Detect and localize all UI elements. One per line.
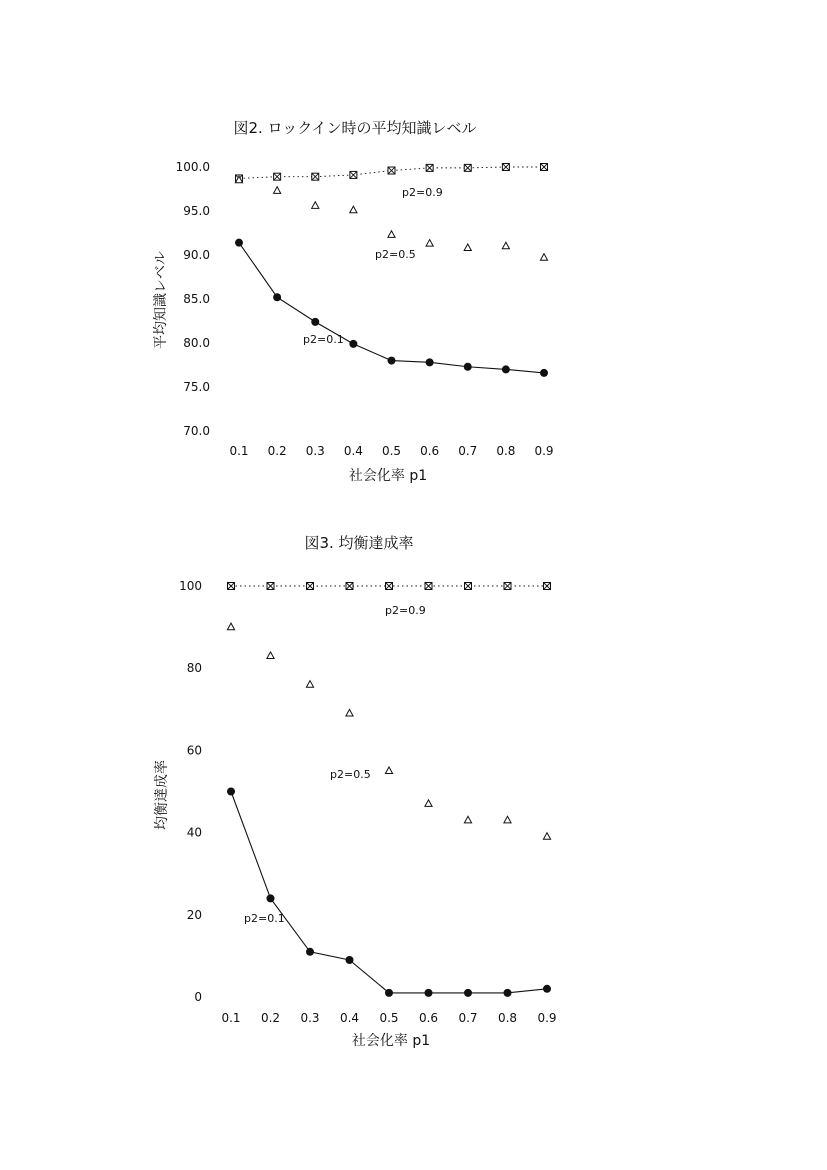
chart-1-x-tick-label: 0.8 — [496, 444, 516, 458]
chart-2-x-tick-label: 0.9 — [537, 1011, 557, 1025]
chart-2-y-ticks — [179, 579, 202, 1004]
chart-1-series-p201-point — [349, 340, 357, 348]
chart-2-x-tick-label: 0.4 — [339, 1011, 360, 1025]
chart-1-series-p201-point — [311, 318, 319, 326]
chart-1-series-p201-point — [235, 239, 243, 247]
chart-2-y-tick-label: 60 — [186, 743, 202, 758]
chart-1-label-p2-01: p2=0.1 — [303, 333, 344, 346]
chart-2-y-tick-label: 40 — [186, 825, 202, 840]
chart-2-series-p205-point — [267, 652, 274, 659]
chart-2-xlabel: 社会化率 p1 — [351, 1033, 431, 1049]
chart-1-x-tick-label: 0.2 — [267, 444, 287, 458]
chart-1-title: 図2. ロックイン時の平均知識レベル — [233, 119, 477, 137]
chart-2 — [153, 534, 557, 1049]
chart-1-series-p209-point — [464, 164, 471, 171]
chart-2-label-p2-05: p2=0.5 — [330, 768, 371, 781]
chart-1-ylabel: 平均知識レベル — [153, 251, 169, 349]
chart-2-title: 図3. 均衡達成率 — [304, 534, 414, 552]
chart-2-y-tick-label: 80 — [186, 661, 202, 676]
chart-1-series-p205-point — [388, 231, 395, 238]
chart-2-series-p201-point — [267, 894, 275, 902]
chart-2-x-tick-label: 0.7 — [458, 1011, 478, 1025]
chart-1-series-p209-point — [502, 164, 509, 171]
chart-2-x-tick-label: 0.1 — [221, 1011, 241, 1025]
chart-2-series-p201-point — [346, 956, 354, 964]
chart-2-series-p201-line — [231, 792, 547, 993]
chart-1-series-p209-point — [274, 173, 281, 180]
chart-1-series-p209-point — [388, 167, 395, 174]
chart-1-series-p209-point — [312, 173, 319, 180]
chart-2-series-p205-point — [306, 681, 313, 688]
chart-2-series-p209-point — [307, 583, 314, 590]
chart-2-series-p201-point — [425, 989, 433, 997]
chart-1-series-p205-point — [502, 242, 509, 249]
chart-1-series-p201-point — [273, 293, 281, 301]
chart-2-y-tick-label: 100 — [179, 579, 202, 593]
chart-2-series-p205-point — [227, 623, 234, 630]
chart-1-y-tick-label: 100.0 — [175, 160, 210, 174]
chart-1-series-p201-point — [426, 358, 434, 366]
chart-1-x-tick-label: 0.6 — [420, 444, 440, 458]
chart-2-series-p201-point — [504, 989, 512, 997]
chart-1-series-p205-point — [540, 254, 547, 261]
chart-1-series-p205-point — [426, 240, 433, 247]
chart-2-y-tick-label: 20 — [186, 907, 202, 922]
chart-1-y-tick-label: 70.0 — [183, 424, 210, 438]
chart-1-x-tick-label: 0.4 — [343, 444, 363, 458]
chart-1-y-tick-label: 80.0 — [183, 336, 210, 350]
chart-2-series-p205-point — [385, 767, 392, 774]
chart-2-series-p209-point — [504, 583, 511, 590]
chart-2-series-p209-point — [386, 583, 393, 590]
chart-2-series-p209-point — [267, 583, 274, 590]
chart-2-label-p2-01: p2=0.1 — [244, 912, 285, 925]
chart-1-y-ticks — [176, 160, 210, 438]
chart-2-series — [227, 583, 551, 997]
chart-2-series-p201-point — [543, 985, 551, 993]
chart-2-series-p205-point — [504, 816, 511, 823]
chart-1-x-tick-label: 0.1 — [229, 444, 249, 458]
chart-2-series-p201-point — [227, 788, 235, 796]
chart-2-series-p201-point — [306, 948, 314, 956]
chart-1-y-tick-label: 85.0 — [183, 292, 210, 306]
chart-2-series-p201-point — [464, 989, 472, 997]
chart-1-series-p201-point — [502, 365, 510, 373]
chart-1 — [153, 119, 554, 484]
chart-1-y-tick-label: 75.0 — [183, 380, 210, 394]
chart-2-series-p209-point — [465, 583, 472, 590]
chart-1-series-p205-point — [312, 202, 319, 209]
chart-1-label-p2-05: p2=0.5 — [375, 248, 416, 261]
chart-2-x-tick-label: 0.6 — [418, 1011, 439, 1025]
chart-1-x-tick-label: 0.9 — [534, 444, 554, 458]
chart-2-label-p2-09: p2=0.9 — [385, 604, 426, 617]
chart-1-y-tick-label: 90.0 — [183, 248, 210, 262]
chart-1-x-tick-label: 0.7 — [458, 444, 478, 458]
chart-2-series-p201-point — [385, 989, 393, 997]
chart-2-series-p205-point — [346, 709, 353, 716]
chart-2-x-tick-label: 0.3 — [300, 1011, 320, 1025]
chart-1-x-tick-label: 0.5 — [381, 444, 402, 458]
chart-1-series — [235, 164, 548, 377]
chart-1-series-p201-point — [388, 357, 396, 365]
chart-2-x-ticks — [221, 1011, 556, 1025]
chart-2-series-p209-point — [544, 583, 551, 590]
chart-2-series-p209-point — [346, 583, 353, 590]
chart-2-series-p205-point — [543, 833, 550, 840]
chart-1-series-p201-line — [239, 243, 544, 373]
chart-2-x-tick-label: 0.2 — [260, 1011, 281, 1025]
chart-1-series-p205-point — [274, 187, 281, 194]
chart-1-xlabel: 社会化率 p1 — [348, 468, 428, 484]
chart-1-x-tick-label: 0.3 — [305, 444, 325, 458]
chart-1-series-p209-point — [350, 171, 357, 178]
chart-2-series-p205-point — [464, 816, 471, 823]
chart-1-series-p201-point — [464, 363, 472, 371]
chart-1-series-p205-point — [464, 244, 471, 251]
chart-2-series-p209-point — [228, 583, 235, 590]
chart-1-y-tick-label: 95.0 — [183, 204, 210, 218]
chart-1-series-p205-point — [350, 206, 357, 213]
chart-2-series-p205-point — [425, 800, 432, 807]
chart-1-series-p209-point — [541, 164, 548, 171]
chart-2-x-tick-label: 0.5 — [379, 1011, 399, 1025]
chart-1-series-p201-point — [540, 369, 548, 377]
chart-2-x-tick-label: 0.8 — [497, 1011, 518, 1025]
chart-2-series-p209-point — [425, 583, 432, 590]
chart-1-series-p209-point — [426, 164, 433, 171]
chart-2-ylabel: 均衡達成率 — [154, 760, 170, 830]
chart-2-y-tick-label: 0 — [194, 990, 202, 1004]
chart-1-label-p2-09: p2=0.9 — [402, 186, 443, 199]
chart-1-x-ticks — [229, 444, 553, 458]
